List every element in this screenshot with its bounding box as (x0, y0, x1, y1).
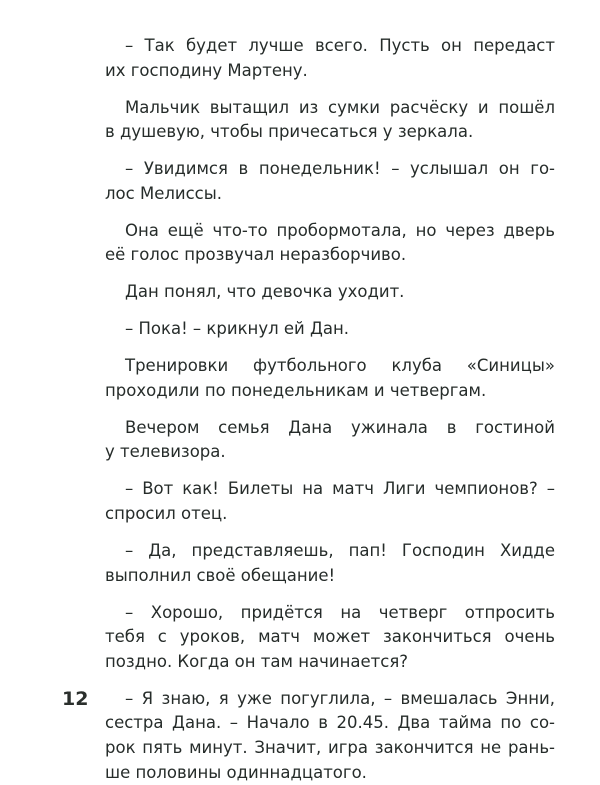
text-line: их господину Мартену. (105, 60, 308, 80)
text-line: Мальчик вытащил из сумки расчёску и пошёл (125, 97, 555, 117)
paragraph (105, 34, 555, 83)
text-line: Тренировки футбольного клуба «Синицы» (125, 356, 555, 376)
paragraph (105, 317, 555, 342)
paragraph (105, 416, 555, 465)
text-line: у телевизора. (105, 442, 226, 462)
page-number: 12 (62, 688, 89, 710)
text-line: Вечером семья Дана ужинала в гостиной (125, 417, 555, 437)
body-text (105, 34, 555, 785)
text-line: тебя с уроков, матч может закончиться очень (105, 627, 555, 647)
text-line: проходили по понедельникам и четвергам. (105, 380, 487, 400)
paragraph (105, 280, 555, 305)
text-line: Она ещё что-то пробормотала, но через дверь (125, 220, 555, 240)
text-line: рок пять минут. Значит, игра закончится не рань- (105, 737, 555, 757)
text-line: поздно. Когда он там начинается? (105, 651, 409, 671)
text-line: – Я знаю, я уже погуглила, – вмешалась Энни, (125, 688, 555, 708)
text-line: выполнил своё обещание! (105, 565, 336, 585)
text-line: Дан понял, что девочка уходит. (125, 282, 405, 302)
text-line: – Пока! – крикнул ей Дан. (125, 319, 350, 339)
text-line: лос Мелиссы. (105, 183, 223, 203)
text-line: – Так будет лучше всего. Пусть он передаст (125, 36, 555, 55)
paragraph (105, 477, 555, 526)
text-line: сестра Дана. – Начало в 20.45. Два тайма по со- (105, 713, 555, 733)
text-line: – Вот как! Билеты на матч Лиги чемпионов? – (125, 479, 555, 499)
paragraph (105, 539, 555, 588)
text-line: спросил отец. (105, 504, 228, 524)
text-line: – Хорошо, придётся на четверг отпросить (125, 602, 555, 622)
paragraph (105, 219, 555, 268)
text-line: – Да, представляешь, пап! Господин Хидде (125, 541, 555, 561)
paragraph (105, 601, 555, 675)
paragraph (105, 354, 555, 403)
text-line: – Увидимся в понедельник! – услышал он го- (125, 159, 555, 179)
paragraph (105, 157, 555, 206)
paragraph (105, 687, 555, 785)
paragraph (105, 96, 555, 145)
text-line: ше половины одиннадцатого. (105, 762, 367, 782)
text-line: её голос прозвучал неразборчиво. (105, 245, 407, 265)
text-line: в душевую, чтобы причесаться у зеркала. (105, 122, 474, 142)
